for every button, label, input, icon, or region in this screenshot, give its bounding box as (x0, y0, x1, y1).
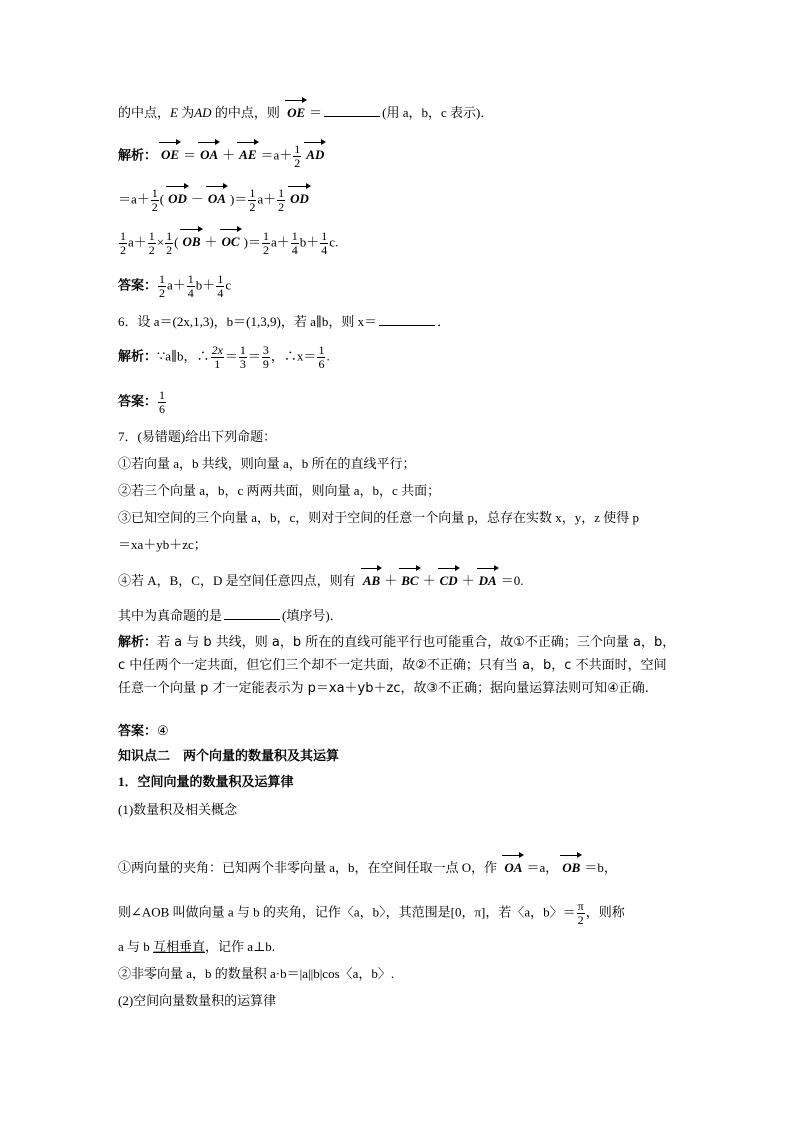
answer-label: 答案： (118, 393, 158, 409)
solution-label: 解析： (118, 348, 158, 364)
vector: OE (157, 145, 183, 165)
vector: AD (302, 145, 328, 165)
question-7-ask: 其中为真命题的是 (填序号)． (118, 608, 343, 623)
fraction: $\frac{3}{9}$ (262, 343, 269, 371)
answer-line-1: 答案： $\frac{1}{2}$ a＋ $\frac{1}{4}$ b＋ $\frac{1}{4}$ c (118, 272, 232, 300)
answer-blank (224, 607, 280, 620)
text: ＝ (183, 147, 197, 163)
question-7-title: 7．(易错题)给出下列命题： (118, 429, 277, 444)
solution-text: 若 a 与 b 共线，则 a，b 所在的直线可能平行也可能重合，故①不正确；三个向量 a，b，c 中任两个一定共面，但它们三个却不一定共面，故②不正确；只有当 a，b，c 不共面时，空间任意一个向量 p 才一定能表示为 p＝xa＋yb＋zc，故③不正确；据向量运算法则可知④正确. (118, 635, 676, 696)
fraction: $\frac{1}{3}$ (239, 343, 246, 371)
text: AD (194, 105, 212, 120)
text: ＝ (309, 105, 323, 120)
answer-blank (324, 104, 380, 117)
vector: AE (235, 145, 260, 165)
vector: OC (218, 232, 244, 252)
definition-perpendicular: a 与 b 互相垂直，记作 a⊥b. (118, 939, 276, 954)
fraction: $\frac{1}{2}$ (278, 186, 285, 214)
question-text: 6．设 a＝(2x,1,3)，b＝(1,3,9)，若 a∥b，则 x＝ (118, 314, 378, 329)
vector: OA (204, 189, 230, 209)
proposition-2: ②若三个向量 a，b，c 两两共面，则向量 a，b，c 共面； (118, 483, 441, 498)
answer-label: 答案： (118, 277, 158, 293)
fraction: $\frac{1}{2}$ (294, 142, 301, 170)
text: E (170, 105, 178, 120)
text: ＋ (222, 147, 236, 163)
subsection-title: (1)数量积及相关概念 (118, 802, 238, 817)
fraction: $\frac{1}{4}$ (187, 272, 194, 300)
vector: AB (359, 571, 384, 591)
knowledge-point-title: 知识点二 两个向量的数量积及其运算 (118, 748, 340, 763)
text: 为 (177, 105, 195, 120)
underlined-term: 互相垂直 (153, 939, 206, 954)
solution-line-3: $\frac{1}{2}$ a＋ $\frac{1}{2}$ × $\frac{1}{2}$ ( OB ＋ OC )＝ $\frac{1}{2}$ a＋ $\frac{1}{4}$ b＋ $\frac{1}{4}$ c. (120, 229, 339, 257)
proposition-1: ①若向量 a，b 共线，则向量 a，b 所在的直线平行； (118, 456, 416, 471)
text: 的中点，则 (211, 105, 284, 120)
vector: DA (475, 571, 501, 591)
definition-angle-cont: 则∠AOB 叫做向量 a 与 b 的夹角，记作〈a，b〉，其范围是[0，π]，若〈a，b〉＝ $\frac{\pi}{2}$ ，则称 (118, 899, 625, 927)
intro-line (118, 103, 493, 123)
fraction: $\frac{1}{4}$ (217, 272, 224, 300)
vector: OA (196, 145, 222, 165)
vector: OB (178, 232, 204, 252)
solution-line-2: ＝a＋ $\frac{1}{2}$ ( OD － OA )＝ $\frac{1}{2}$ a＋ $\frac{1}{2}$ OD (118, 187, 313, 214)
text: ＝a＋ (260, 147, 293, 163)
solution-label: 解析： (118, 634, 158, 649)
fraction: $\frac{1}{2}$ (262, 229, 269, 257)
fraction: $\frac{1}{4}$ (291, 229, 298, 257)
answer-label: 答案： (118, 723, 158, 738)
vector: CD (436, 571, 462, 591)
vector: OD (286, 189, 313, 209)
fraction: $\frac{2x}{1}$ (211, 343, 223, 371)
fraction: $\frac{1}{6}$ (318, 343, 325, 371)
fraction: $\frac{\pi}{2}$ (577, 899, 584, 927)
section-title: 1．空间向量的数量积及运算律 (118, 774, 294, 789)
solution-label: 解析： (118, 147, 158, 163)
vector-oe: OE (283, 103, 309, 123)
solution-6: 解析：∵a∥b，∴ $\frac{2x}{1}$ ＝ $\frac{1}{3}$ ＝ $\frac{3}{9}$ ，∴x＝ $\frac{1}{6}$ . (118, 343, 330, 371)
fraction: $\frac{1}{6}$ (159, 388, 166, 416)
vector: OD (164, 189, 191, 209)
solution-7 (118, 630, 678, 700)
proposition-3-cont: ＝xa＋yb＋zc； (118, 537, 207, 552)
fraction: $\frac{1}{2}$ (159, 272, 166, 300)
answer-blank (379, 313, 435, 326)
definition-dot-product: ②非零向量 a，b 的数量积 a·b＝|a||b|cos〈a，b〉. (118, 966, 395, 981)
vector: BC (397, 571, 422, 591)
fraction: $\frac{1}{4}$ (321, 229, 328, 257)
fraction: $\frac{1}{2}$ (148, 229, 155, 257)
vector: OA (500, 858, 526, 878)
fraction: $\frac{1}{2}$ (120, 229, 126, 257)
answer-7: 答案：④ (118, 723, 169, 738)
fraction: $\frac{1}{2}$ (166, 229, 173, 257)
subsection-title: (2)空间向量数量积的运算律 (118, 993, 277, 1008)
question-6: 6．设 a＝(2x,1,3)，b＝(1,3,9)，若 a∥b，则 x＝ ． (118, 314, 451, 329)
fraction: $\frac{1}{2}$ (249, 186, 256, 214)
text: (用 a，b，c 表示)． (382, 105, 494, 120)
fraction: $\frac{1}{2}$ (151, 186, 158, 214)
proposition-4: ④若 A，B，C，D 是空间任意四点，则有 AB ＋ BC ＋ CD ＋ DA ＝0. (118, 571, 524, 591)
solution-line-1 (118, 143, 328, 170)
answer-6 (118, 389, 167, 416)
definition-angle: ①两向量的夹角：已知两个非零向量 a，b，在空间任取一点 O，作 OA ＝a， OB ＝b， (118, 858, 617, 878)
vector: OB (558, 858, 584, 878)
proposition-3: ③已知空间的三个向量 a，b，c，则对于空间的任意一个向量 p，总存在实数 x，y，z 使得 p (118, 510, 640, 525)
text: 的中点， (118, 105, 171, 120)
